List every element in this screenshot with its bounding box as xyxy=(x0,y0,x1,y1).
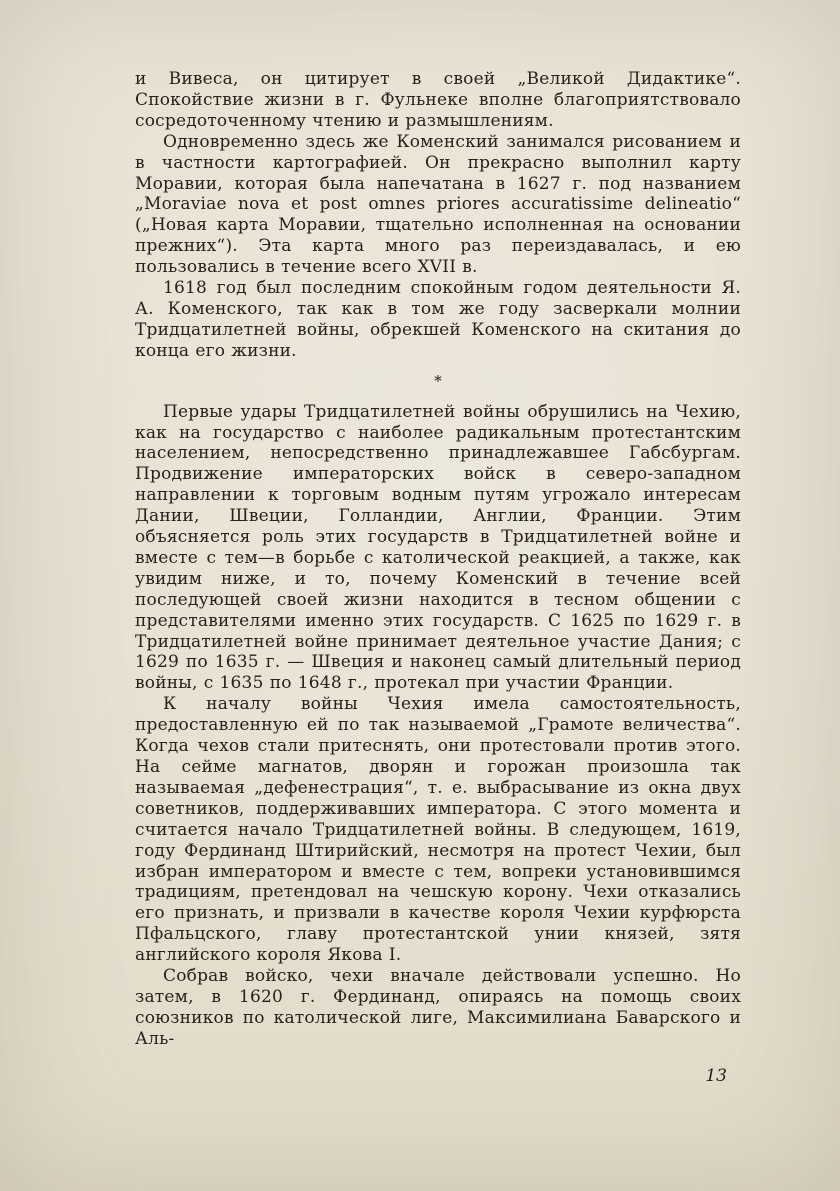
paragraph-continuation: и Вивеса, он цитирует в своей „Великой Дидактике“. Спокойствие жизни в г. Фульнеке вполне благоприятствовало сосредоточенному чтению и размышлениям. xyxy=(135,69,741,131)
paragraph: Собрав войско, чехи вначале действовали успешно. Но затем, в 1620 г. Фердинанд, опираясь на помощь своих союзников по католической лиге, Максимилиана Баварского и Аль- xyxy=(135,966,741,1049)
page-number: 13 xyxy=(705,1066,727,1086)
paragraph: Одновременно здесь же Коменский занимался рисованием и в частности картографией. Он прекрасно выполнил карту Моравии, которая была напечатана в 1627 г. под названием „Moraviae nova et post omnes priores accuratissime delineatio“ („Новая карта Моравии, тщательно исполненная на основании прежних“). Эта карта много раз переиздавалась, и ею пользовались в течение всего XVII в. xyxy=(135,131,741,278)
section-break-asterisk: * xyxy=(434,371,442,390)
paragraph: Первые удары Тридцатилетней войны обрушились на Чехию, как на государство с наиболее радикальным протестантским населением, непосредственно принадлежавшее Габсбургам. Продвижение императорских войск в северо-западном направлении к торговым водным путям угрожало интересам Дании, Швеции, Голландии, Англии, Франции. Этим объясняется роль этих государств в Тридцатилетней войне и вместе с тем—в борьбе с католической реакцией, а также, как увидим ниже, и то, почему Коменский в течение всей последующей своей жизни находится в тесном общении с представителями именно этих государств. С 1625 по 1629 г. в Тридцатилетней войне принимает деятельное участие Дания; с 1629 по 1635 г. — Швеция и наконец самый длительный период войны, с 1635 по 1648 г., протекал при участии Франции. xyxy=(135,401,741,694)
body-text xyxy=(135,69,741,1050)
paragraph: К началу войны Чехия имела самостоятельность, предоставленную ей по так называемой „Грамоте величества“. Когда чехов стали притеснять, они протестовали против этого. На сейме магнатов, дворян и горожан произошла так называемая „дефенестрация“, т. е. выбрасывание из окна двух советников, поддерживавших императора. С этого момента и считается начало Тридцатилетней войны. В следующем, 1619, году Фердинанд Штирийский, несмотря на протест Чехии, был избран императором и вместе с тем, вопреки установившимся традициям, претендовал на чешскую корону. Чехи отказались его признать, и призвали в качестве короля Чехии курфюрста Пфальцского, главу протестантской унии князей, зятя английского короля Якова I. xyxy=(135,694,741,966)
paragraph: 1618 год был последним спокойным годом деятельности Я. А. Коменского, так как в том же году засверкали молнии Тридцатилетней войны, обрекшей Коменского на скитания до конца его жизни. xyxy=(135,278,741,361)
